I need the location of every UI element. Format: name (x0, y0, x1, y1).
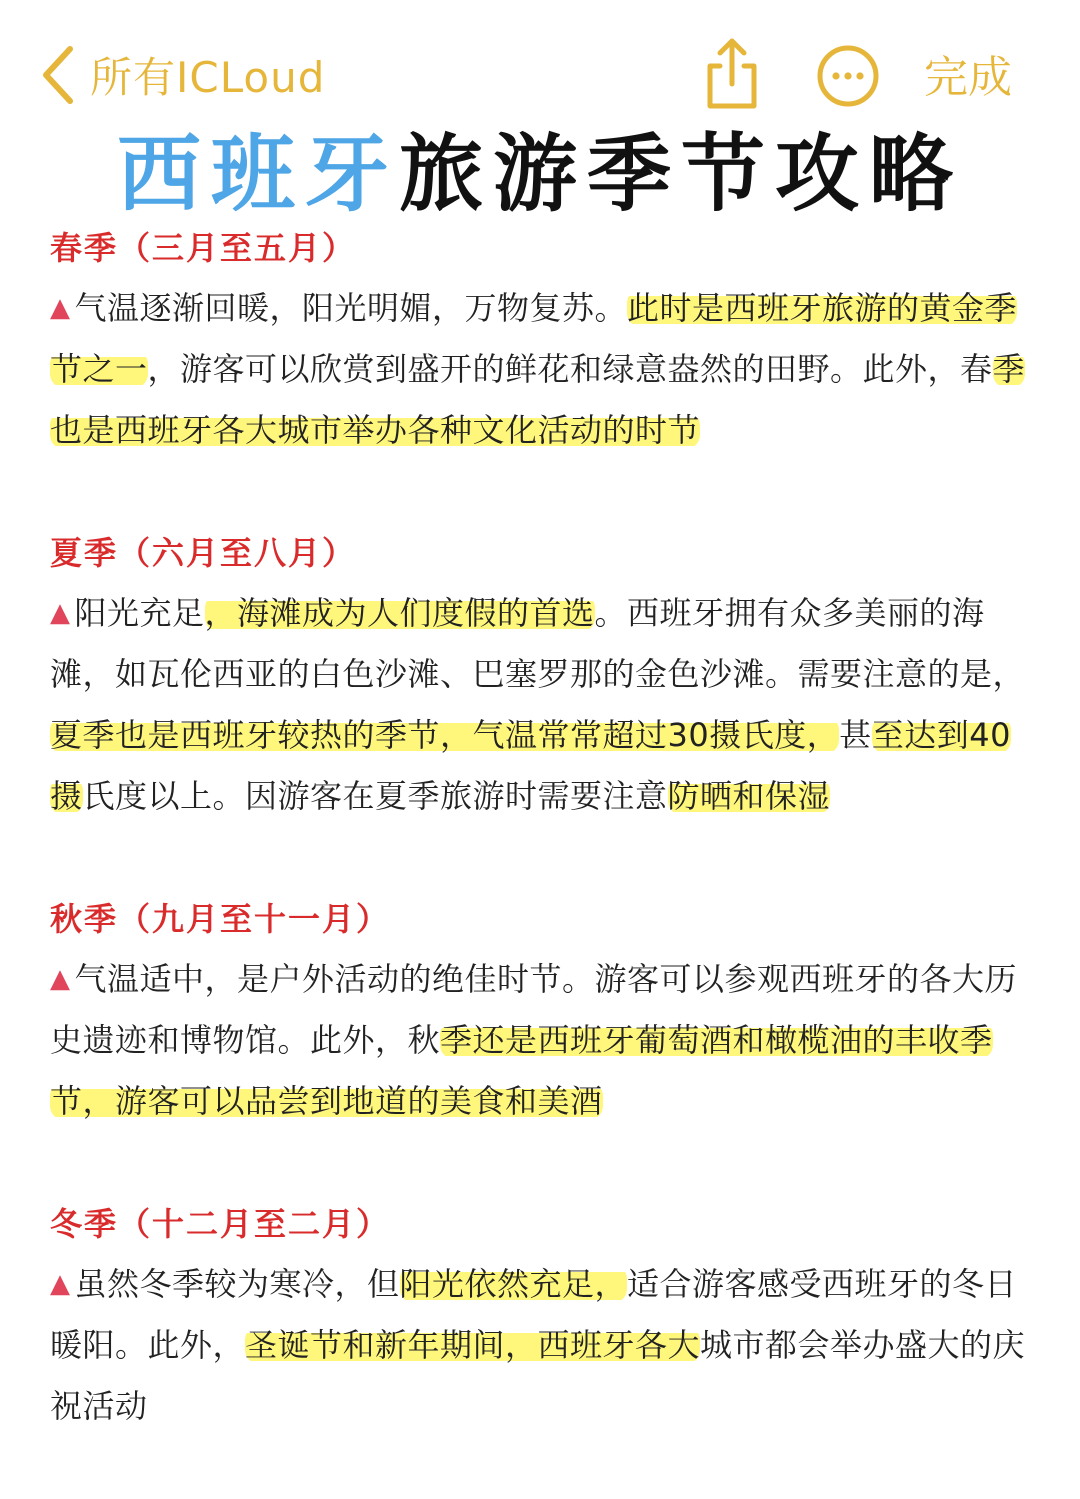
highlighted-text: 圣诞节和新年期间，西班牙各大 (245, 1326, 701, 1364)
section-autumn (50, 889, 1030, 1132)
title-rest: 旅游季节攻略 (399, 125, 964, 223)
text-segment: 。西班牙拥有众多美丽的海滩，如瓦伦西亚的白色沙滩、巴塞罗那的金色沙滩。需要注意的是， (50, 594, 1026, 693)
share-icon (700, 36, 764, 112)
highlighted-text: 至达到40摄 (50, 716, 1011, 815)
page-title (0, 124, 1080, 224)
triangle-bullet-icon: ▲ (50, 293, 71, 323)
text-segment: 虽然冬季较为寒冷，但 (74, 1265, 400, 1303)
done-button[interactable]: 完成 (924, 52, 1012, 103)
more-icon (816, 44, 880, 108)
section-paragraph (50, 278, 1030, 461)
share-button[interactable] (700, 36, 764, 112)
text-segment: 甚 (839, 716, 872, 754)
text-segment: 阳光充足 (74, 594, 205, 632)
text-segment: 气温逐渐回暖，阳光明媚，万物复苏。 (74, 289, 628, 327)
text-segment: 氏度以上。因游客在夏季旅游时需要注意 (82, 777, 668, 815)
section-heading: 夏季（六月至八月） (50, 534, 357, 572)
text-segment: 气温适中，是户外活动的绝佳时节。游客可以参观西班牙的各大历史遗迹和博物馆。此外，秋 (50, 960, 1018, 1059)
triangle-bullet-icon: ▲ (50, 964, 71, 994)
chevron-left-icon (40, 45, 76, 105)
highlighted-text: 此时是西班牙旅游的黄金季节之一 (50, 289, 1018, 388)
text-segment: 适合游客感受西班牙的冬日暖阳。此外， (50, 1265, 1018, 1364)
section-paragraph (50, 583, 1030, 827)
triangle-bullet-icon: ▲ (50, 1269, 71, 1299)
section-heading: 春季（三月至五月） (50, 229, 357, 267)
highlighted-text: 季还是西班牙葡萄酒和橄榄油的丰收季节，游客可以品尝到地道的美食和美酒 (50, 1021, 993, 1120)
highlighted-text: 阳光依然充足， (399, 1265, 628, 1303)
more-button[interactable] (816, 44, 880, 108)
section-heading: 秋季（九月至十一月） (50, 900, 391, 938)
highlighted-text: 防晒和保湿 (667, 777, 831, 815)
section-paragraph (50, 1254, 1030, 1437)
back-label: 所有ICLoud (90, 53, 326, 102)
section-heading: 冬季（十二月至二月） (50, 1205, 391, 1243)
highlighted-text: 季也是西班牙各大城市举办各种文化活动的时节 (50, 350, 1026, 449)
section-paragraph (50, 949, 1030, 1132)
section-summer (50, 523, 1030, 827)
section-winter (50, 1194, 1030, 1437)
title-highlight: 西班牙 (116, 125, 399, 223)
navigation-bar (0, 0, 1080, 140)
text-segment: 城市都会举办盛大的庆祝活动 (50, 1326, 1026, 1425)
section-spring (50, 218, 1030, 461)
text-segment: ，游客可以欣赏到盛开的鲜花和绿意盎然的田野。此外，春 (147, 350, 993, 388)
highlighted-text: 夏季也是西班牙较热的季节，气温常常超过30摄氏度， (50, 716, 840, 754)
back-button[interactable] (40, 40, 325, 110)
triangle-bullet-icon: ▲ (50, 598, 71, 628)
note-body[interactable] (50, 218, 1030, 1499)
highlighted-text: ，海滩成为人们度假的首选 (204, 594, 595, 632)
